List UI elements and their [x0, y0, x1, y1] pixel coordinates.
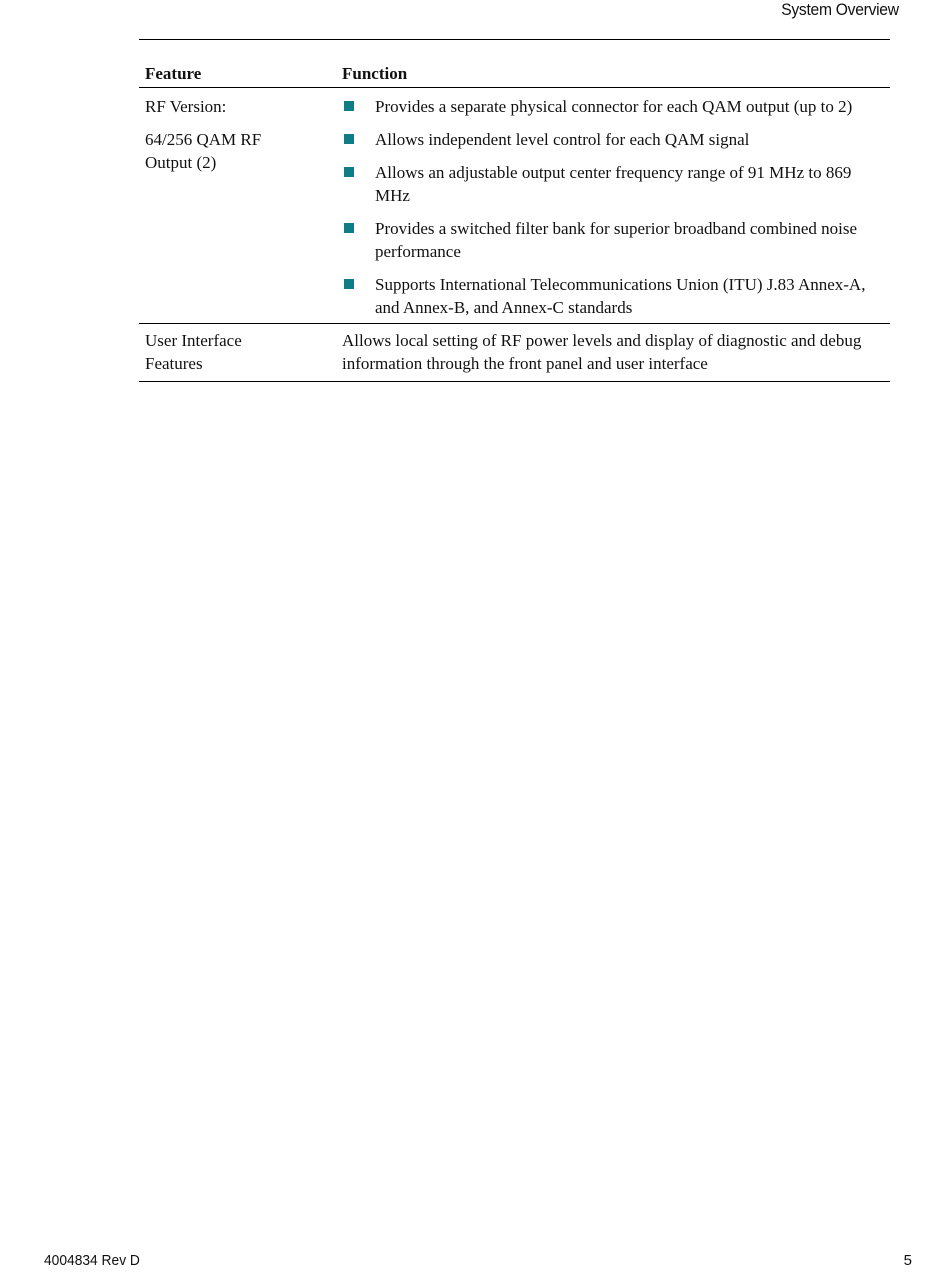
list-item	[342, 273, 890, 319]
square-bullet-icon	[344, 101, 354, 111]
feature-cell	[139, 95, 337, 319]
column-header-function: Function	[342, 64, 408, 83]
function-text: Allows local setting of RF power levels and display of diagnostic and debug information through the front panel and user interface	[342, 331, 862, 373]
feature-label: User Interface Features	[145, 331, 242, 373]
bullet-text: Supports International Telecommunications Union (ITU) J.83 Annex-A, and Annex-B, and Annex-C standards	[375, 275, 866, 317]
list-item	[342, 161, 890, 207]
table-row-user-interface	[139, 324, 890, 382]
bullet-text: Allows independent level control for each QAM signal	[375, 130, 750, 149]
list-item	[342, 128, 890, 151]
table-header-row	[139, 40, 890, 88]
running-header: System Overview	[781, 0, 899, 19]
feature-label: RF Version:	[145, 97, 227, 116]
square-bullet-icon	[344, 223, 354, 233]
bullet-text: Allows an adjustable output center frequency range of 91 MHz to 869 MHz	[375, 163, 852, 205]
table-row-rf-version	[139, 88, 890, 324]
list-item	[342, 217, 890, 263]
square-bullet-icon	[344, 167, 354, 177]
function-cell	[337, 95, 890, 319]
document-number: 4004834 Rev D	[44, 1252, 140, 1269]
bullet-text: Provides a separate physical connector for each QAM output (up to 2)	[375, 97, 853, 116]
bullet-text: Provides a switched filter bank for superior broadband combined noise performance	[375, 219, 858, 261]
feature-table	[139, 39, 890, 382]
square-bullet-icon	[344, 279, 354, 289]
function-cell	[337, 329, 890, 375]
list-item	[342, 95, 890, 118]
feature-cell	[139, 329, 337, 375]
feature-sublabel: 64/256 QAM RF Output (2)	[145, 130, 262, 172]
function-bullet-list	[342, 95, 890, 319]
column-header-feature: Feature	[145, 64, 202, 83]
page-number: 5	[903, 1252, 912, 1269]
square-bullet-icon	[344, 134, 354, 144]
